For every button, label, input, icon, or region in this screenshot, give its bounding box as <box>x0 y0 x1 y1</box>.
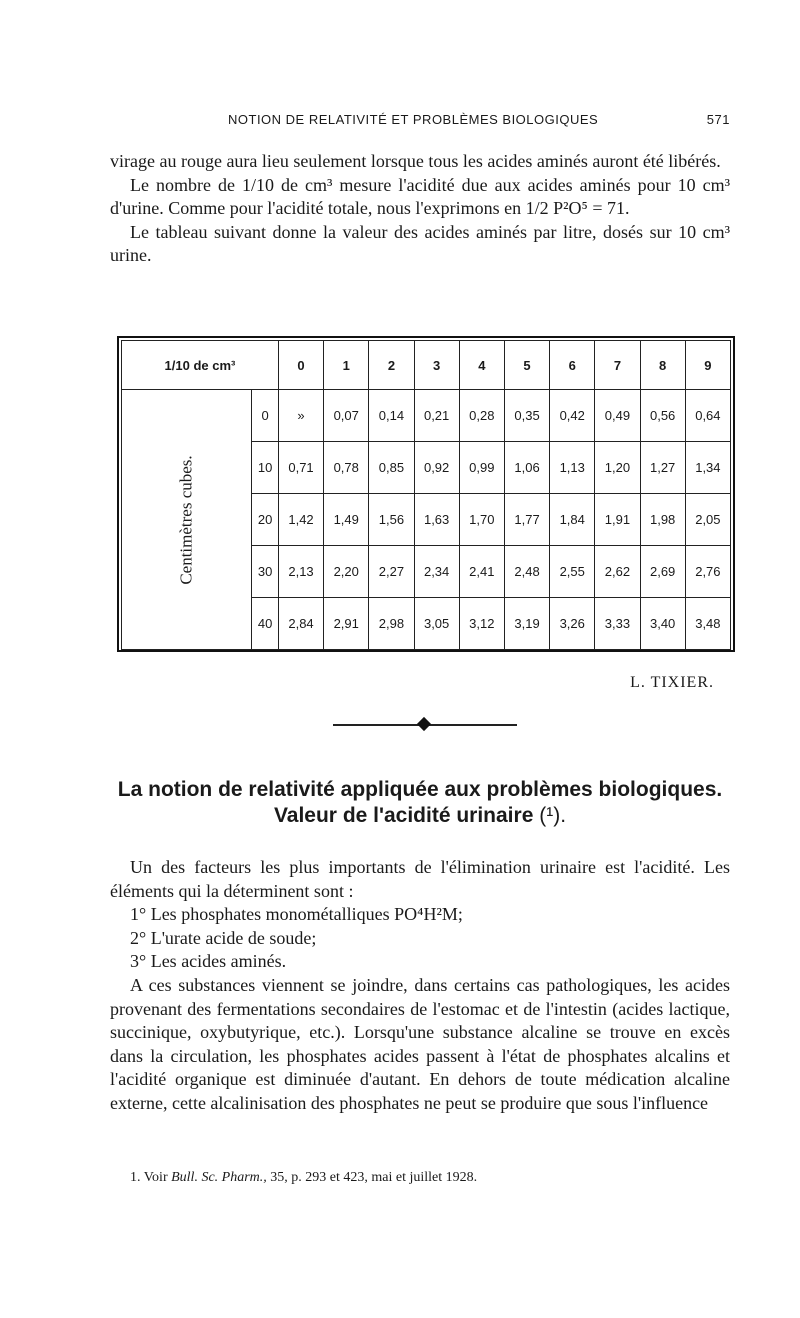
table-cell: 0,85 <box>369 442 414 494</box>
article-title <box>90 777 750 829</box>
table-cell: 2,41 <box>459 546 504 598</box>
table-cell: 2,76 <box>685 546 730 598</box>
column-header: 6 <box>550 341 595 390</box>
table-cell: 0,71 <box>278 442 323 494</box>
table-cell: 0,92 <box>414 442 459 494</box>
amino-acid-table <box>117 336 735 652</box>
table-cell: 0,28 <box>459 390 504 442</box>
running-head-title: NOTION DE RELATIVITÉ ET PROBLÈMES BIOLOGIQUES <box>228 112 599 127</box>
paragraph-2: Le nombre de 1/10 de cm³ mesure l'acidité due aux acides aminés pour 10 cm³ d'urine. Comme pour l'acidité totale, nous l'exprimons en 1/2 P²O⁵ = 71. <box>110 174 730 219</box>
column-header: 5 <box>504 341 549 390</box>
table-cell: 3,05 <box>414 598 459 650</box>
footnote-number: 1. <box>130 1170 141 1185</box>
corner-header: 1/10 de cm³ <box>122 341 279 390</box>
table-cell: 3,12 <box>459 598 504 650</box>
top-paragraphs <box>110 150 730 268</box>
table-cell: 2,20 <box>324 546 369 598</box>
column-header: 7 <box>595 341 640 390</box>
diamond-ornament-icon <box>417 717 431 731</box>
table-cell: 1,56 <box>369 494 414 546</box>
running-head <box>110 112 730 127</box>
table-cell: 1,98 <box>640 494 685 546</box>
table-cell: 0,49 <box>595 390 640 442</box>
table-cell: 3,40 <box>640 598 685 650</box>
author-signature: L. TIXIER. <box>630 674 714 691</box>
table-cell: 0,21 <box>414 390 459 442</box>
data-table <box>121 340 731 650</box>
column-header: 3 <box>414 341 459 390</box>
table-cell: 0,99 <box>459 442 504 494</box>
table-cell: 2,48 <box>504 546 549 598</box>
title-footnote-ref: (¹). <box>539 804 567 827</box>
table-cell: 2,62 <box>595 546 640 598</box>
list-item: 1° Les phosphates monométalliques PO⁴H²M; <box>130 904 463 925</box>
table-cell: 1,27 <box>640 442 685 494</box>
footnote-prefix: Voir <box>143 1170 168 1185</box>
footnote-rest: 35, p. 293 et 423, mai et juillet 1928. <box>270 1170 478 1185</box>
table-cell: 3,33 <box>595 598 640 650</box>
row-label: 0 <box>252 390 279 442</box>
table-cell: 2,69 <box>640 546 685 598</box>
table-cell: 1,49 <box>324 494 369 546</box>
table-cell: 2,98 <box>369 598 414 650</box>
table-cell: 1,84 <box>550 494 595 546</box>
table-cell: 1,34 <box>685 442 730 494</box>
side-label <box>122 390 252 650</box>
table-cell: 1,70 <box>459 494 504 546</box>
list-item: 3° Les acides aminés. <box>130 951 287 972</box>
table-cell: 1,63 <box>414 494 459 546</box>
table-cell: 3,48 <box>685 598 730 650</box>
table-cell: 2,55 <box>550 546 595 598</box>
page-number: 571 <box>706 112 730 127</box>
article-paragraph: A ces substances viennent se joindre, dans certains cas pathologiques, les acides provenant des fermentations secondaires de l'estomac et de l'intestin (acides lactique, succinique, oxybutyrique, etc.). Lorsqu'une substance alcaline se trouve en excès dans la circulation, les phosphates acides passent à l'état de phosphates alcalins et l'acidité organique est diminuée d'autant. En dehors de toute médication alcaline externe, cette alcalinisation des phosphates ne peut se produire que sous l'influence <box>110 974 730 1113</box>
column-header: 9 <box>685 341 730 390</box>
column-header: 2 <box>369 341 414 390</box>
table-cell: 1,20 <box>595 442 640 494</box>
table-cell: 1,77 <box>504 494 549 546</box>
paragraph-3: Le tableau suivant donne la valeur des acides aminés par litre, dosés sur 10 cm³ urine. <box>110 221 730 266</box>
paragraph-1: virage au rouge aura lieu seulement lorsque tous les acides aminés auront été libérés. <box>110 151 721 171</box>
row-label: 40 <box>252 598 279 650</box>
table-cell: 1,13 <box>550 442 595 494</box>
row-label: 30 <box>252 546 279 598</box>
column-header: 4 <box>459 341 504 390</box>
table-cell: 2,13 <box>278 546 323 598</box>
table-cell: 2,91 <box>324 598 369 650</box>
table-cell: 0,07 <box>324 390 369 442</box>
row-label: 20 <box>252 494 279 546</box>
table-header-row <box>122 341 731 390</box>
article-title-line-2: Valeur de l'acidité urinaire (¹). <box>273 804 567 827</box>
side-label-text: Centimètres cubes. <box>176 454 196 585</box>
table-cell: 0,78 <box>324 442 369 494</box>
footnote-journal: Bull. Sc. Pharm., <box>171 1170 267 1185</box>
table-cell: 1,42 <box>278 494 323 546</box>
table-cell: 2,05 <box>685 494 730 546</box>
column-header: 8 <box>640 341 685 390</box>
article-body <box>110 856 730 1116</box>
table-cell: 3,19 <box>504 598 549 650</box>
table-cell: 0,14 <box>369 390 414 442</box>
table-cell: 1,06 <box>504 442 549 494</box>
table-cell: 1,91 <box>595 494 640 546</box>
table-cell: 2,34 <box>414 546 459 598</box>
article-intro: Un des facteurs les plus importants de l'élimination urinaire est l'acidité. Les éléments qui la déterminent sont : <box>110 857 730 901</box>
table-row <box>122 390 731 442</box>
table-cell: 3,26 <box>550 598 595 650</box>
column-header: 1 <box>324 341 369 390</box>
table-cell: 2,27 <box>369 546 414 598</box>
column-header: 0 <box>278 341 323 390</box>
table-cell: 0,35 <box>504 390 549 442</box>
list-item: 2° L'urate acide de soude; <box>130 927 317 948</box>
article-title-line-1: La notion de relativité appliquée aux problèmes biologiques. <box>117 778 723 801</box>
table-cell: 2,84 <box>278 598 323 650</box>
row-label: 10 <box>252 442 279 494</box>
table-cell: 0,56 <box>640 390 685 442</box>
footnote <box>130 1170 477 1186</box>
table-cell: 0,42 <box>550 390 595 442</box>
table-cell: 0,64 <box>685 390 730 442</box>
table-cell: » <box>278 390 323 442</box>
